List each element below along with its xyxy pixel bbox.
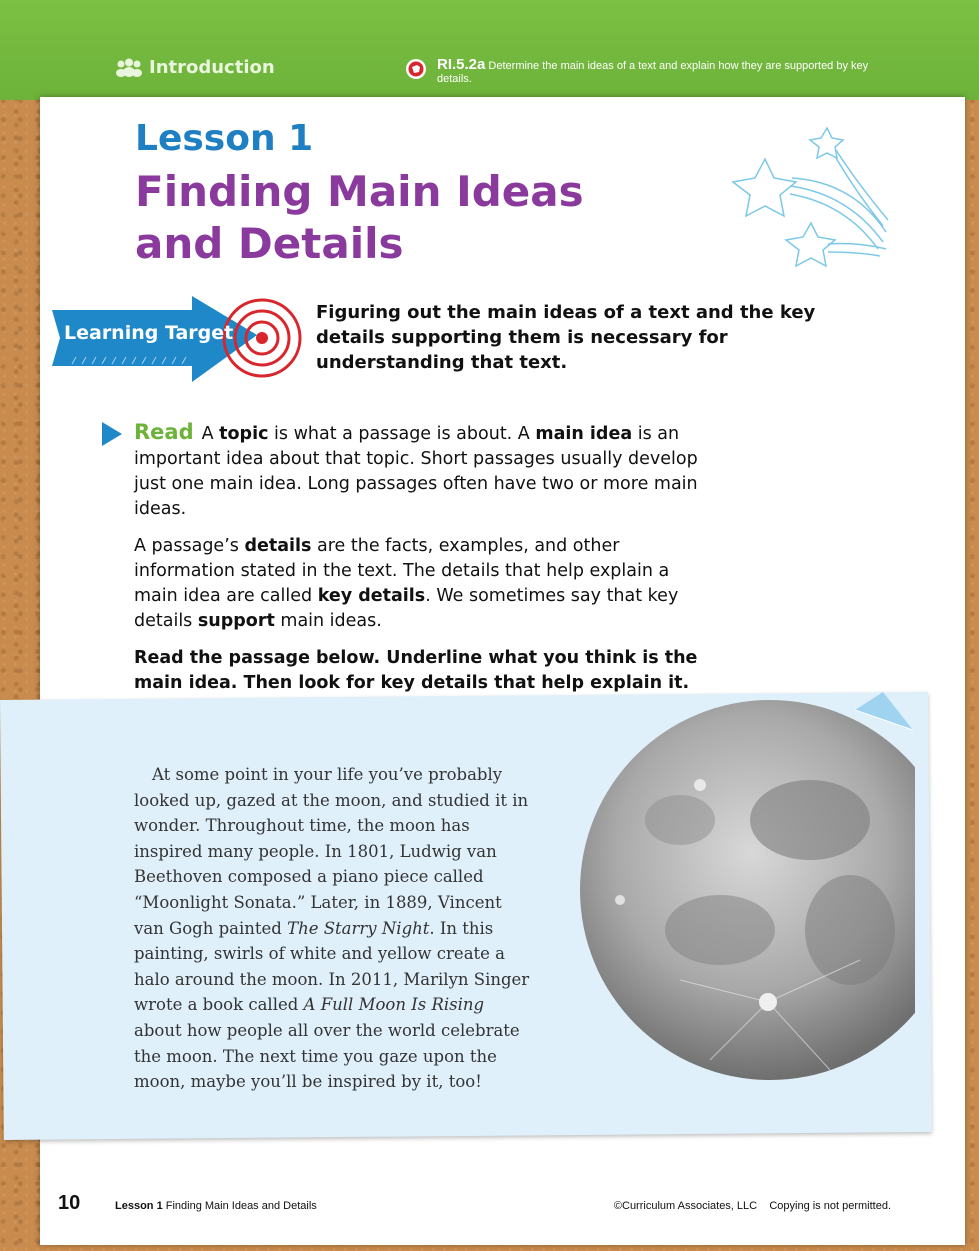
instruction-text: Read the passage below. Underline what you think is the main idea. Then look for key details that help explain it. [134,648,698,693]
term-details: details [244,536,312,556]
shooting-stars-icon [728,124,893,274]
text-run: is what a passage is about. A [268,424,536,444]
page-number: 10 [58,1192,81,1214]
title-full-moon-rising: A Full Moon Is Rising [303,995,485,1015]
read-paragraph-2 [134,534,714,634]
standard [407,58,887,86]
footer-lesson-title: Finding Main Ideas and Details [162,1200,317,1212]
text-run: are the facts, examples, and other information stated in the text. The details that help explain a main idea are called [134,536,670,606]
moon-image [560,700,930,1080]
text-run: . We sometimes say that key details [134,586,679,631]
term-topic: topic [219,424,269,444]
lesson-title: Finding Main Ideas and Details [135,167,584,268]
title-starry-night: The Starry Night [287,918,430,938]
state-seal-icon [405,58,427,80]
learning-target-label: Learning Target [64,322,234,344]
term-key-details: key details [317,586,426,606]
section-label [115,57,275,78]
term-support: support [197,611,275,631]
read-section [134,420,714,708]
standard-code: RI.5.2a [437,56,486,73]
term-main-idea: main idea [535,424,633,444]
group-icon [115,58,143,78]
triangle-arrow-icon [100,420,124,448]
text-run: about how people all over the world celebrate the moon. The next time you gaze upon the moon, maybe you’ll be inspired by it, too! [134,1020,520,1092]
footer-lesson [115,1200,317,1212]
text-run: is an important idea about that topic. Short passages usually develop just one main idea. Long passages often have two or more main ideas. [134,424,698,519]
standard-description: Determine the main ideas of a text and explain how they are supported by key details. [437,60,869,85]
text-run: A passage’s [134,536,245,556]
text-run: main ideas. [274,611,382,631]
text-run: A [201,424,220,444]
section-title: Introduction [149,57,275,78]
passage-paragraph [134,762,534,1095]
page-fold-icon [855,692,917,734]
read-paragraph-1 [134,420,714,522]
learning-target-text: Figuring out the main ideas of a text and the key details supporting them is necessary for understanding that text. [316,302,816,373]
read-instruction [134,646,714,696]
text-run: At some point in your life you’ve probably looked up, gazed at the moon, and studied it in wonder. Throughout time, the moon has inspired many people. In 1801, Ludwig van Beethoven composed a piano piece called “Moonlight Sonata.” Later, in 1889, Vincent van Gogh painted [134,765,529,938]
footer-copyright: ©Curriculum Associates, LLC Copying is not permitted. [613,1200,891,1212]
footer-lesson-number: Lesson 1 [115,1200,163,1212]
lesson-number: Lesson 1 [135,118,314,159]
read-label: Read [134,420,194,444]
text-run: . In this painting, swirls of white and yellow create a halo around the moon. In 2011, Marilyn Singer wrote a book called [134,918,530,1015]
